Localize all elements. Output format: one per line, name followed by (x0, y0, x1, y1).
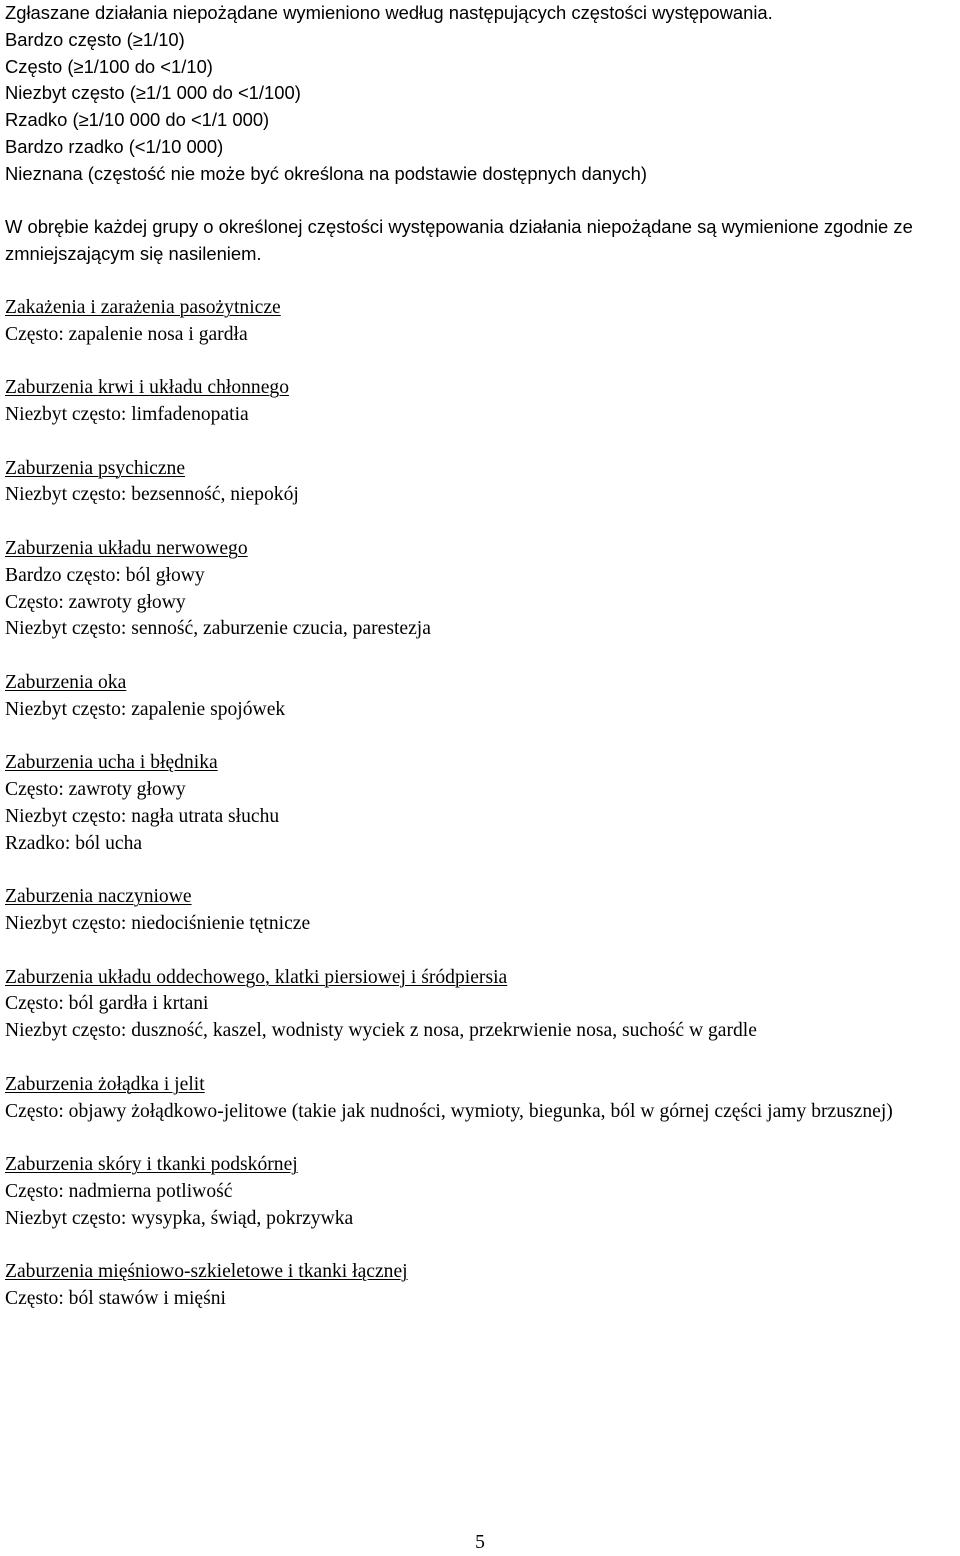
spacer (5, 509, 955, 536)
section-entry: Niezbyt często: limfadenopatia (5, 403, 249, 425)
section-heading: Zaburzenia układu nerwowego (5, 537, 248, 559)
section-heading: Zaburzenia psychiczne (5, 457, 186, 479)
spacer (5, 1233, 955, 1260)
section-entry: Niezbyt często: duszność, kaszel, wodnisty wyciek z nosa, przekrwienie nosa, suchość w gardle (5, 1020, 757, 1042)
section-entry: Często: ból stawów i mięśni (5, 1288, 226, 1310)
section (5, 536, 955, 670)
spacer (5, 1045, 955, 1072)
section-entry: Niezbyt często: wysypka, świąd, pokrzywka (5, 1207, 354, 1229)
document-body (5, 0, 955, 1313)
section-entry: Często: nadmierna potliwość (5, 1181, 233, 1203)
section-entry: Niezbyt często: niedociśnienie tętnicze (5, 913, 311, 935)
section-entry: Często: zawroty głowy (5, 779, 186, 801)
section-heading: Zaburzenia naczyniowe (5, 886, 192, 908)
frequency-intro (5, 0, 955, 295)
section (5, 670, 955, 750)
adverse-reactions-list (5, 295, 955, 1313)
intro-line: Bardzo często (≥1/10) (5, 28, 185, 50)
section-entry: Często: zawroty głowy (5, 591, 186, 613)
section (5, 1152, 955, 1259)
intro-line: Zgłaszane działania niepożądane wymieniono według następujących częstości występowania. (5, 2, 773, 23)
section-heading: Zakażenia i zarażenia pasożytnicze (5, 296, 281, 318)
spacer (5, 938, 955, 965)
intro-line: Nieznana (częstość nie może być określona na podstawie dostępnych danych) (5, 162, 647, 184)
intro-line: Bardzo rzadko (<1/10 000) (5, 135, 224, 157)
section-entry: Bardzo często: ból głowy (5, 564, 205, 586)
spacer (5, 724, 955, 751)
intro-line: Niezbyt często (≥1/1 000 do <1/100) (5, 82, 301, 104)
intro-paragraph: W obrębie każdej grupy o określonej częstości występowania działania niepożądane są wymienione zgodnie ze zmniejszającym się nasileniem. (5, 216, 913, 265)
section (5, 965, 955, 1072)
section-heading: Zaburzenia ucha i błędnika (5, 752, 218, 774)
section-entry: Niezbyt często: senność, zaburzenie czucia, parestezja (5, 618, 431, 640)
section (5, 884, 955, 964)
section-entry: Niezbyt często: zapalenie spojówek (5, 698, 286, 720)
section-entry: Rzadko: ból ucha (5, 832, 143, 854)
section-heading: Zaburzenia żołądka i jelit (5, 1073, 205, 1095)
section-heading: Zaburzenia skóry i tkanki podskórnej (5, 1154, 298, 1176)
section-heading: Zaburzenia oka (5, 671, 127, 693)
section-entry: Często: ból gardła i krtani (5, 993, 209, 1015)
spacer (5, 429, 955, 456)
section-entry: Niezbyt często: bezsenność, niepokój (5, 484, 299, 506)
intro-line: Rzadko (≥1/10 000 do <1/1 000) (5, 109, 270, 131)
spacer (5, 188, 955, 215)
section (5, 1072, 955, 1152)
spacer (5, 348, 955, 375)
spacer (5, 268, 955, 295)
section-entry: Często: objawy żołądkowo-jelitowe (takie jak nudności, wymioty, biegunka, ból w górnej części jamy brzusznej) (5, 1100, 893, 1122)
section (5, 375, 955, 455)
section (5, 750, 955, 884)
section (5, 1259, 955, 1313)
section-heading: Zaburzenia krwi i układu chłonnego (5, 377, 290, 399)
spacer (5, 643, 955, 670)
page-number: 5 (475, 1532, 485, 1553)
section (5, 295, 955, 375)
section-heading: Zaburzenia mięśniowo-szkieletowe i tkanki łącznej (5, 1261, 408, 1283)
spacer (5, 858, 955, 885)
spacer (5, 1125, 955, 1152)
section-entry: Niezbyt często: nagła utrata słuchu (5, 805, 280, 827)
section-heading: Zaburzenia układu oddechowego, klatki piersiowej i śródpiersia (5, 966, 508, 988)
section (5, 456, 955, 536)
intro-line: Często (≥1/100 do <1/10) (5, 55, 213, 77)
section-entry: Często: zapalenie nosa i gardła (5, 323, 248, 345)
